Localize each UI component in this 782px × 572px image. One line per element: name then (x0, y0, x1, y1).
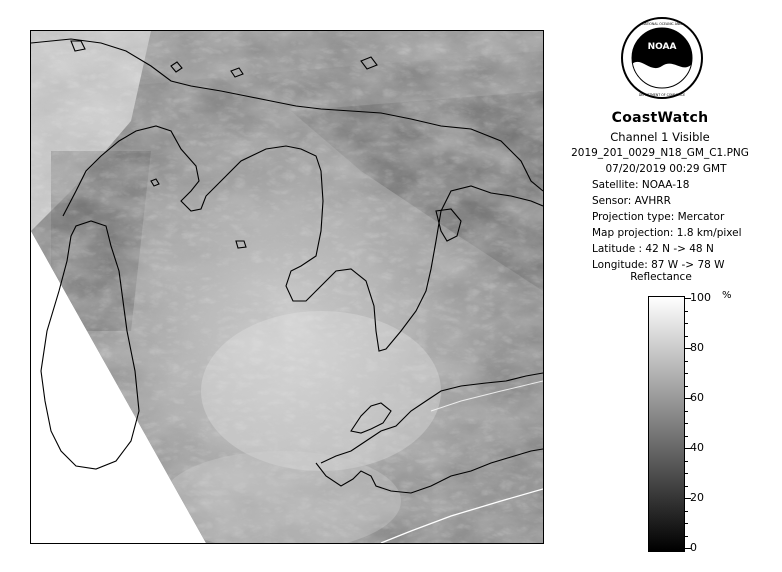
colorbar-tick (684, 511, 688, 512)
logo-noaa-text: NOAA (647, 42, 677, 52)
brand-title: CoastWatch (611, 110, 709, 126)
colorbar-tick (684, 461, 688, 462)
svg-text:DEPARTMENT OF COMMERCE: DEPARTMENT OF COMMERCE (638, 93, 686, 97)
colorbar-tick (684, 373, 688, 374)
filename: 2019_201_0029_N18_GM_C1.PNG (571, 147, 749, 159)
satellite-image (31, 31, 543, 543)
colorbar-tick-label: 40 (690, 441, 704, 454)
datetime: 07/20/2019 00:29 GMT (605, 163, 727, 175)
colorbar-tick (684, 336, 688, 337)
colorbar-tick-label: 80 (690, 341, 704, 354)
colorbar-tick-label: 100 (690, 291, 711, 304)
colorbar-unit: % (722, 290, 732, 301)
colorbar-tick (684, 473, 688, 474)
satellite-label: Satellite: NOAA-18 (592, 179, 690, 191)
colorbar-tick (684, 361, 688, 362)
svg-text:NATIONAL OCEANIC AND: NATIONAL OCEANIC AND (642, 22, 682, 26)
longitude-range: Longitude: 87 W -> 78 W (592, 259, 725, 271)
colorbar-tick (684, 323, 688, 324)
colorbar-tick-label: 60 (690, 391, 704, 404)
latitude-range: Latitude : 42 N -> 48 N (592, 243, 714, 255)
colorbar-tick (684, 423, 688, 424)
channel-label: Channel 1 Visible (610, 130, 710, 144)
noaa-logo (620, 16, 704, 100)
colorbar-tick (684, 411, 688, 412)
colorbar-tick (684, 536, 688, 537)
projection-type: Projection type: Mercator (592, 211, 725, 223)
colorbar-tick (684, 486, 688, 487)
sensor-label: Sensor: AVHRR (592, 195, 671, 207)
satellite-image-panel (30, 30, 544, 544)
colorbar-tick-label: 0 (690, 541, 697, 554)
colorbar-tick-label: 20 (690, 491, 704, 504)
map-projection: Map projection: 1.8 km/pixel (592, 227, 742, 239)
colorbar-tick (684, 311, 688, 312)
colorbar-tick (684, 386, 688, 387)
colorbar-tick (684, 523, 688, 524)
colorbar (648, 296, 685, 552)
colorbar-title: Reflectance (630, 271, 692, 283)
colorbar-tick (684, 436, 688, 437)
